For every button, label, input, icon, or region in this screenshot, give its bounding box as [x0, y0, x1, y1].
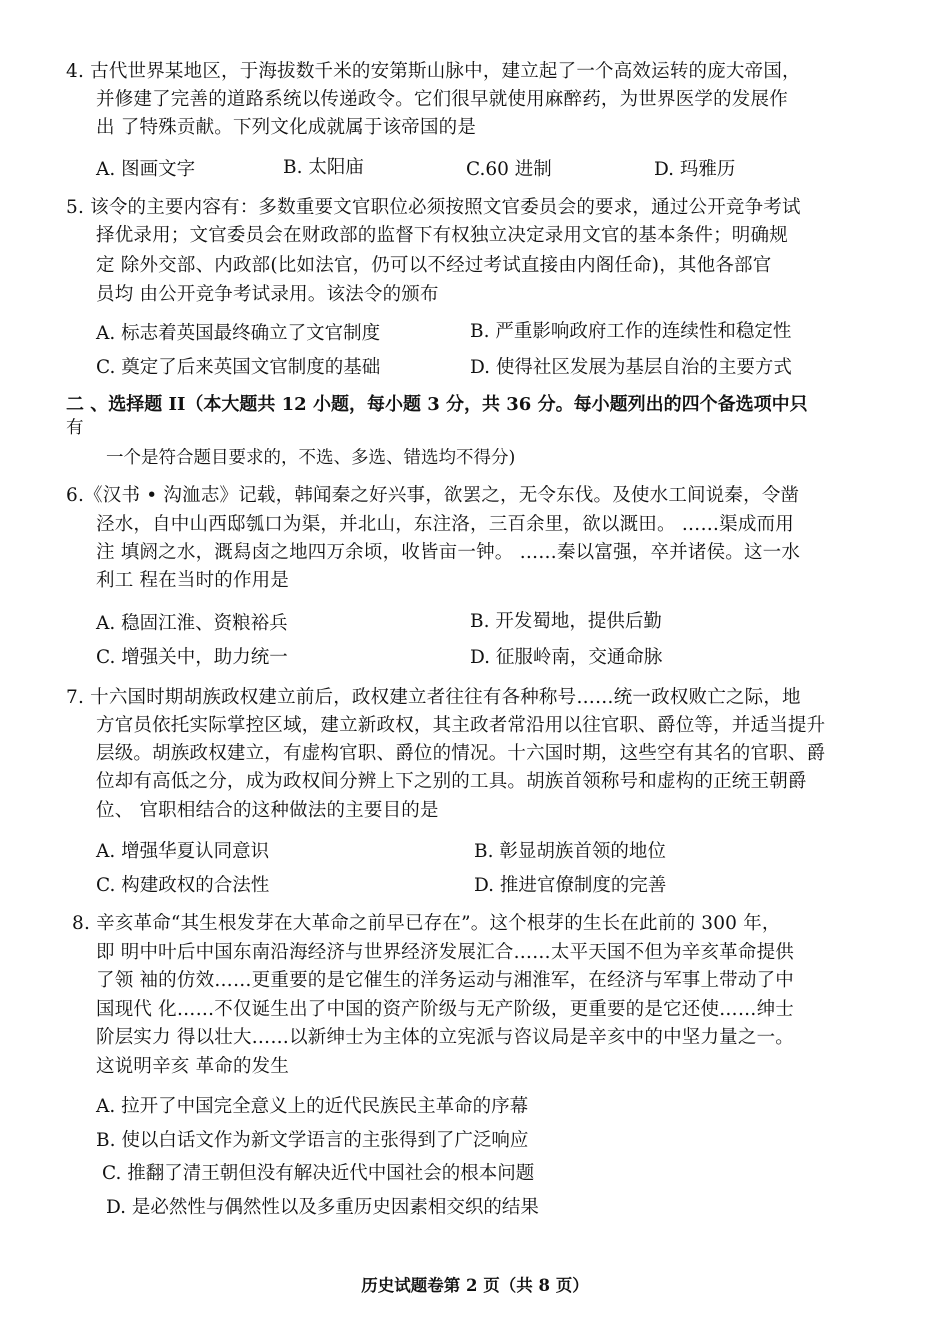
option-d: D. 征服岭南，交通命脉	[470, 647, 663, 668]
question-text-line: 择优录用；文官委员会在财政部的监督下有权独立决定录用文官的基本条件；明确规	[96, 225, 788, 246]
question-text-line: 并修建了完善的道路系统以传递政令。它们很早就使用麻醉药，为世界医学的发展作	[96, 89, 788, 110]
option-b: B. 太阳庙	[283, 157, 364, 178]
question-text-line: 员均 由公开竞争考试录用。该法令的颁布	[96, 284, 439, 305]
option-c: C. 推翻了清王朝但没有解决近代中国社会的根本问题	[102, 1163, 535, 1184]
question-text-line: 了领 袖的仿效……更重要的是它催生的洋务运动与湘淮军，在经济与军事上带动了中	[96, 970, 794, 991]
question-text-line: 这说明辛亥 革命的发生	[96, 1056, 290, 1077]
option-a: A. 拉开了中国完全意义上的近代民族民主革命的序幕	[96, 1096, 529, 1117]
question-text-line: 泾水，自中山西邸瓠口为渠，并北山，东注洛，三百余里，欲以溉田。 ……渠成而用	[96, 514, 794, 535]
option-a: A. 增强华夏认同意识	[96, 841, 270, 862]
option-a: A. 稳固江淮、资粮裕兵	[96, 613, 288, 634]
option-a: A. 标志着英国最终确立了文官制度	[96, 323, 381, 344]
question-text-line: 位却有高低之分，成为政权间分辨上下之别的工具。胡族首领称号和虚构的正统王朝爵	[96, 771, 807, 792]
question-text-line: 阶层实力 得以壮大……以新绅士为主体的立宪派与咨议局是辛亥中的中坚力量之一。	[96, 1027, 794, 1048]
page-footer: 历史试题卷第 2 页（共 8 页）	[361, 1276, 589, 1295]
section-instructions: 一个是符合题目要求的，不选、多选、错选均不得分)	[106, 448, 516, 468]
option-d: D. 玛雅历	[654, 159, 736, 180]
option-c: C. 奠定了后来英国文官制度的基础	[96, 357, 381, 378]
question-text-line: 7. 十六国时期胡族政权建立前后，政权建立者往往有各种称号……统一政权败亡之际，地	[66, 687, 801, 708]
option-a: A. 图画文字	[96, 159, 196, 180]
question-text-line: 出 了特殊贡献。下列文化成就属于该帝国的是	[96, 117, 477, 138]
option-b: B. 开发蜀地，提供后勤	[470, 611, 662, 632]
question-text-line: 利工 程在当时的作用是	[96, 570, 290, 591]
section-title-wrap: 有	[66, 418, 84, 438]
option-b: B. 彰显胡族首领的地位	[474, 841, 666, 862]
question-text-line: 定 除外交部、内政部(比如法官，仍可以不经过考试直接由内阁任命)，其他各部官	[96, 255, 772, 276]
option-c: C.60 进制	[466, 159, 552, 180]
option-c: C. 增强关中，助力统一	[96, 647, 288, 668]
question-text-line: 方官员依托实际掌控区域，建立新政权，其主政者常沿用以往官职、爵位等，并适当提升	[96, 715, 826, 736]
option-c: C. 构建政权的合法性	[96, 875, 270, 896]
option-b: B. 严重影响政府工作的连续性和稳定性	[470, 321, 792, 342]
question-text-line: 8. 辛亥革命“其生根发芽在大革命之前早已存在”。这个根芽的生长在此前的 300 年，	[72, 913, 781, 934]
option-d: D. 使得社区发展为基层自治的主要方式	[470, 357, 792, 378]
section-title: 二 、选择题 II（本大题共 12 小题，每小题 3 分，共 36 分。每小题列出的四个备选项中只	[66, 394, 808, 415]
question-text-line: 注 填阏之水，溉舄卤之地四万余顷，收皆亩一钟。 ……秦以富强，卒并诸侯。这一水	[96, 542, 801, 563]
question-text-line: 位、 官职相结合的这种做法的主要目的是	[96, 800, 439, 821]
question-text-line: 即 明中叶后中国东南沿海经济与世界经济发展汇合……太平天国不但为辛亥革命提供	[96, 942, 794, 963]
question-text-line: 国现代 化……不仅诞生出了中国的资产阶级与无产阶级，更重要的是它还使……绅士	[96, 999, 794, 1020]
question-text-line: 层级。胡族政权建立，有虚构官职、爵位的情况。十六国时期，这些空有其名的官职、爵	[96, 743, 826, 764]
option-d: D. 推进官僚制度的完善	[474, 875, 667, 896]
question-text-line: 4. 古代世界某地区，于海拔数千米的安第斯山脉中，建立起了一个高效运转的庞大帝国，	[66, 61, 801, 82]
option-b: B. 使以白话文作为新文学语言的主张得到了广泛响应	[96, 1130, 529, 1151]
option-d: D. 是必然性与偶然性以及多重历史因素相交织的结果	[106, 1197, 539, 1218]
question-text-line: 6.《汉书 • 沟洫志》记载，韩闻秦之好兴事，欲罢之，无令东伐。及使水工间说秦，令凿	[66, 485, 800, 506]
question-text-line: 5. 该令的主要内容有：多数重要文官职位必须按照文官委员会的要求，通过公开竞争考试	[66, 197, 801, 218]
